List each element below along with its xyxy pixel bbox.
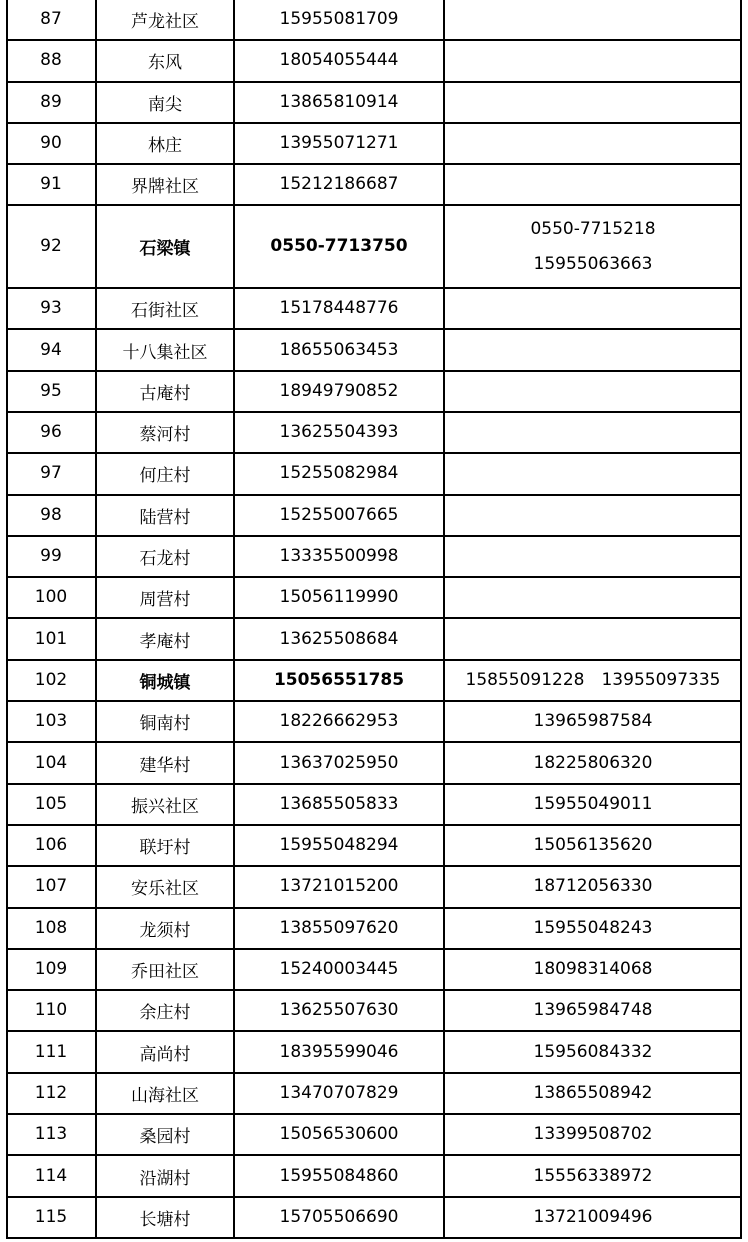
row-number-cell: 94 [40,339,62,360]
table-row [6,330,742,371]
phone-cell: 15255007665 [279,504,399,525]
row-number-cell: 108 [34,917,68,938]
extra-phone-cell [444,124,742,163]
place-name-cell: 何庄村 [139,466,191,487]
row-number-cell: 92 [40,236,62,257]
phone-cell: 13955071271 [279,133,399,154]
phone-cell: 15955081709 [279,9,399,30]
phone-cell: 13855097620 [279,917,399,938]
row-number-cell: 110 [34,1000,68,1021]
extra-phone-cell [444,743,742,782]
extra-phone-cell [444,1115,742,1154]
row-number-cell: 102 [34,669,68,690]
table-row [6,537,742,578]
table-row [6,124,742,165]
table-row [6,950,742,991]
table-row [6,0,742,41]
row-number-cell: 107 [34,876,68,897]
extra-phone-cell [444,1198,742,1237]
extra-phone-number: 15056135620 [533,835,653,856]
extra-phone-cell [444,661,742,700]
table-row [6,1033,742,1074]
extra-phone-cell [444,1074,742,1113]
row-number-cell: 115 [34,1206,68,1227]
table-row [6,578,742,619]
extra-phone-cell [444,785,742,824]
table-row [6,743,742,784]
phone-cell: 15955084860 [279,1165,399,1186]
row-number-cell: 98 [40,504,62,525]
extra-phone-cell [444,1156,742,1195]
row-number-cell: 95 [40,380,62,401]
row-number-cell: 111 [34,1041,68,1062]
phone-cell: 13335500998 [279,546,399,567]
extra-phone-cell [444,991,742,1030]
place-name-cell: 芦龙社区 [131,12,199,33]
extra-phone-number: 13721009496 [533,1206,653,1227]
phone-cell: 13865810914 [279,91,399,112]
place-name-cell: 山海社区 [131,1085,199,1106]
place-name-cell: 孝庵村 [139,631,191,652]
extra-phone-cell [444,909,742,948]
extra-phone-number: 15956084332 [533,1041,653,1062]
table-row [6,826,742,867]
column-divider [95,0,97,1239]
extra-phone-cell [444,289,742,328]
table-row [6,867,742,908]
place-name-cell: 建华村 [139,755,191,776]
phone-cell: 13721015200 [279,876,399,897]
extra-phone-number: 13399508702 [533,1124,653,1145]
extra-phone-cell [444,413,742,452]
table-row [6,165,742,206]
phone-cell: 15056530600 [279,1124,399,1145]
column-divider [233,0,235,1239]
phone-cell: 13685505833 [279,793,399,814]
row-number-cell: 106 [34,835,68,856]
phone-cell: 18949790852 [279,380,399,401]
place-name-cell: 铜南村 [139,714,191,735]
row-number-cell: 90 [40,133,62,154]
phone-cell: 15955048294 [279,835,399,856]
table-row [6,909,742,950]
place-name-cell: 陆营村 [139,507,191,528]
phone-cell: 15212186687 [279,174,399,195]
row-number-cell: 91 [40,174,62,195]
place-name-cell: 石街社区 [131,301,199,322]
place-name-cell: 石龙村 [139,549,191,570]
contact-table [6,0,742,1239]
place-name-cell: 沿湖村 [139,1168,191,1189]
extra-phone-cell [444,702,742,741]
phone-cell: 15056551785 [273,669,405,690]
place-name-cell: 余庄村 [139,1003,191,1024]
extra-phone-cell [444,41,742,80]
extra-phone-number: 18098314068 [533,959,653,980]
row-number-cell: 112 [34,1082,68,1103]
table-row [6,1115,742,1156]
table-row [6,83,742,124]
extra-phone-cell [444,950,742,989]
phone-cell: 18395599046 [279,1041,399,1062]
extra-phone-cell [444,83,742,122]
phone-cell: 15056119990 [279,587,399,608]
extra-phone-number: 0550-7715218 [530,218,656,239]
place-name-cell: 南尖 [148,94,182,115]
extra-phone-number: 15855091228 13955097335 [465,669,721,690]
row-number-cell: 88 [40,50,62,71]
table-row [6,496,742,537]
extra-phone-cell [444,330,742,369]
extra-phone-cell [444,207,742,288]
phone-cell: 13625508684 [279,628,399,649]
extra-phone-number: 15556338972 [533,1165,653,1186]
table-row [6,413,742,454]
extra-phone-number: 15955063663 [533,253,653,274]
extra-phone-cell [444,454,742,493]
row-number-cell: 97 [40,463,62,484]
place-name-cell: 铜城镇 [139,672,191,693]
place-name-cell: 东风 [148,53,182,74]
table-row [6,620,742,661]
table-row [6,785,742,826]
row-number-cell: 87 [40,9,62,30]
extra-phone-cell [444,1033,742,1072]
place-name-cell: 蔡河村 [139,425,191,446]
place-name-cell: 长塘村 [139,1209,191,1230]
table-row [6,1156,742,1197]
extra-phone-cell [444,0,742,39]
table-row [6,1074,742,1115]
extra-phone-cell [444,165,742,204]
phone-cell: 13625504393 [279,422,399,443]
row-number-cell: 113 [34,1124,68,1145]
phone-cell: 0550-7713750 [270,236,408,257]
row-number-cell: 104 [34,752,68,773]
phone-cell: 18054055444 [279,50,399,71]
extra-phone-cell [444,826,742,865]
phone-cell: 15178448776 [279,298,399,319]
phone-cell: 15255082984 [279,463,399,484]
extra-phone-cell [444,537,742,576]
extra-phone-number: 13965984748 [533,1000,653,1021]
table-row [6,661,742,702]
place-name-cell: 安乐社区 [131,879,199,900]
row-number-cell: 93 [40,298,62,319]
place-name-cell: 周营村 [139,590,191,611]
row-number-cell: 114 [34,1165,68,1186]
place-name-cell: 高尚村 [139,1044,191,1065]
place-name-cell: 乔田社区 [131,962,199,983]
extra-phone-cell [444,578,742,617]
table-row [6,702,742,743]
column-divider [740,0,742,1239]
table-row [6,991,742,1032]
extra-phone-number: 15955049011 [533,793,653,814]
phone-cell: 13470707829 [279,1082,399,1103]
table-row [6,1198,742,1239]
table-row [6,289,742,330]
place-name-cell: 界牌社区 [131,177,199,198]
extra-phone-number: 13865508942 [533,1082,653,1103]
row-number-cell: 103 [34,711,68,732]
place-name-cell: 联圩村 [139,838,191,859]
table-row [6,41,742,82]
column-divider [443,0,445,1239]
phone-cell: 18226662953 [279,711,399,732]
phone-cell: 15705506690 [279,1206,399,1227]
place-name-cell: 古庵村 [139,383,191,404]
row-number-cell: 101 [34,628,68,649]
row-number-cell: 89 [40,91,62,112]
place-name-cell: 十八集社区 [122,342,208,363]
extra-phone-number: 15955048243 [533,917,653,938]
extra-phone-cell [444,867,742,906]
extra-phone-number: 13965987584 [533,711,653,732]
phone-cell: 15240003445 [279,959,399,980]
place-name-cell: 桑园村 [139,1127,191,1148]
extra-phone-number: 18712056330 [533,876,653,897]
extra-phone-cell [444,620,742,659]
extra-phone-cell [444,496,742,535]
row-number-cell: 109 [34,959,68,980]
phone-cell: 18655063453 [279,339,399,360]
place-name-cell: 龙须村 [139,920,191,941]
row-number-cell: 99 [40,546,62,567]
row-number-cell: 105 [34,793,68,814]
table-row [6,454,742,495]
table-row [6,372,742,413]
row-number-cell: 96 [40,422,62,443]
phone-cell: 13637025950 [279,752,399,773]
place-name-cell: 林庄 [148,136,182,157]
phone-cell: 13625507630 [279,1000,399,1021]
extra-phone-number: 18225806320 [533,752,653,773]
extra-phone-cell [444,372,742,411]
place-name-cell: 振兴社区 [131,796,199,817]
table-row [6,207,742,290]
place-name-cell: 石梁镇 [139,239,191,260]
column-divider [6,0,8,1239]
row-number-cell: 100 [34,587,68,608]
